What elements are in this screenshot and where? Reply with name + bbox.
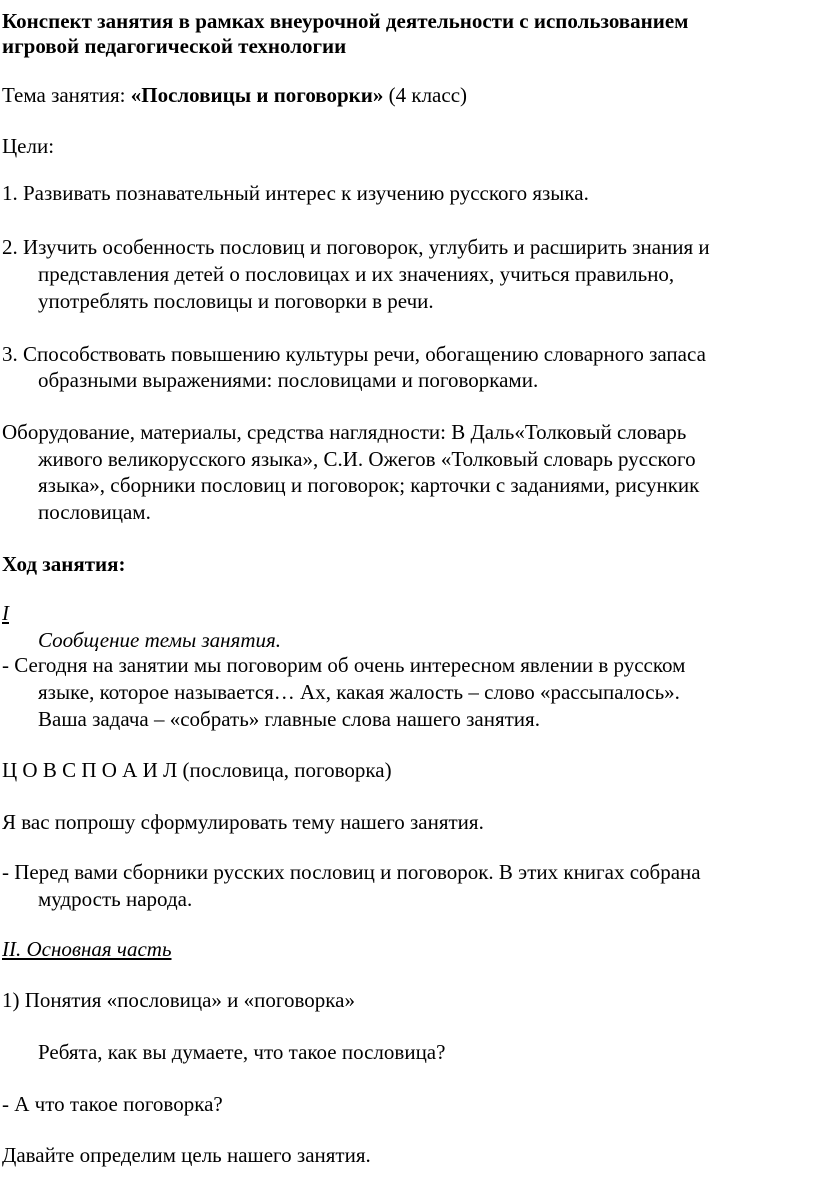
section-1-number: I bbox=[2, 601, 9, 625]
paragraph-1-line-2: языке, которое называется… Ах, какая жалость – слово «рассыпалось». bbox=[38, 680, 680, 704]
document-title-line-1: Конспект занятия в рамках внеурочной деятельности с использованием bbox=[2, 9, 689, 33]
section-1-title: Сообщение темы занятия. bbox=[38, 628, 282, 652]
paragraph-1-line-1: - Сегодня на занятии мы поговорим об очень интересном явлении в русском bbox=[2, 653, 686, 677]
equipment-line-3: языка», сборники пословиц и поговорок; карточки с заданиями, рисункик bbox=[38, 473, 700, 497]
goal-3-line-2: образными выражениями: пословицами и поговорками. bbox=[38, 368, 539, 392]
question-proverb: Ребята, как вы думаете, что такое пословица? bbox=[38, 1040, 446, 1064]
topic-value: «Пословицы и поговорки» bbox=[130, 83, 384, 107]
goals-heading: Цели: bbox=[2, 134, 55, 158]
question-saying: - А что такое поговорка? bbox=[2, 1092, 223, 1116]
paragraph-2-line-2: мудрость народа. bbox=[38, 887, 193, 911]
ask-topic-line: Я вас попрошу сформулировать тему нашего занятия. bbox=[2, 810, 484, 834]
goal-2-line-3: употреблять пословицы и поговорки в речи. bbox=[38, 289, 434, 313]
topic-line bbox=[2, 82, 467, 109]
concepts-line: 1) Понятия «пословица» и «поговорка» bbox=[2, 988, 355, 1012]
goal-1: 1. Развивать познавательный интерес к изучению русского языка. bbox=[2, 181, 589, 205]
topic-label: Тема занятия: bbox=[2, 83, 131, 107]
section-2-title: II. Основная часть bbox=[2, 937, 172, 961]
goal-2-line-2: представления детей о пословицах и их значениях, учиться правильно, bbox=[38, 262, 675, 286]
document-title-line-2: игровой педагогической технологии bbox=[2, 34, 347, 58]
goal-2-line-1: 2. Изучить особенность пословиц и поговорок, углубить и расширить знания и bbox=[2, 235, 710, 259]
equipment-line-2: живого великорусского языка», С.И. Ожегов «Толковый словарь русского bbox=[38, 447, 696, 471]
course-heading: Ход занятия: bbox=[2, 552, 126, 576]
goal-3-line-1: 3. Способствовать повышению культуры речи, обогащению словарного запаса bbox=[2, 342, 706, 366]
paragraph-1-line-3: Ваша задача – «собрать» главные слова нашего занятия. bbox=[38, 707, 540, 731]
define-goal-line: Давайте определим цель нашего занятия. bbox=[2, 1143, 371, 1167]
topic-grade: (4 класс) bbox=[383, 83, 468, 107]
scrambled-letters-line: Ц О В С П О А И Л (пословица, поговорка) bbox=[2, 758, 392, 782]
equipment-line-1: Оборудование, материалы, средства наглядности: В Даль«Толковый словарь bbox=[2, 420, 687, 444]
equipment-line-4: пословицам. bbox=[38, 500, 151, 524]
paragraph-2-line-1: - Перед вами сборники русских пословиц и поговорок. В этих книгах собрана bbox=[2, 860, 701, 884]
